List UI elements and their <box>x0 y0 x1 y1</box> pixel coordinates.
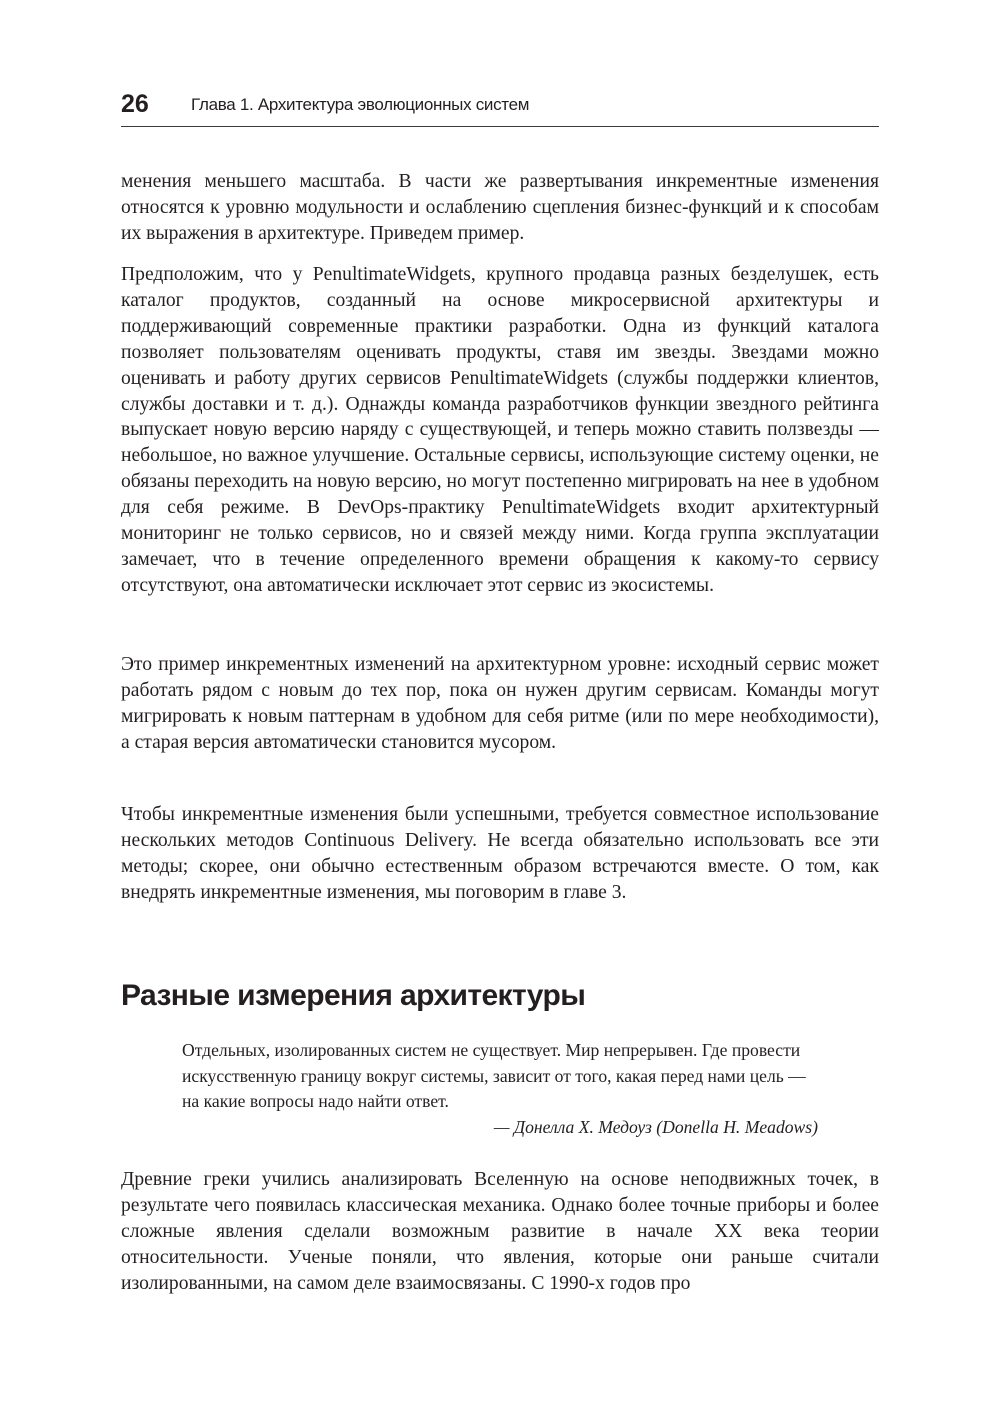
section-heading: Разные измерения архитектуры <box>121 979 586 1012</box>
epigraph-quote: Отдельных, изолированных систем не существует. Мир непрерывен. Где провести искусственную границу вокруг системы, зависит от того, какая перед нами цель — на какие вопросы надо найти ответ. <box>182 1040 806 1111</box>
paragraph-continuous-delivery: Чтобы инкрементные изменения были успешными, требуется совместное использование нескольких методов Continuous Delivery. Не всегда обязательно использовать все эти методы; скорее, они обычно естественным образом встречаются вместе. О том, как внедрять инкрементные изменения, мы поговорим в главе 3. <box>121 804 879 903</box>
paragraph-architectural-incremental-change: Это пример инкрементных изменений на архитектурном уровне: исходный сервис может работать рядом с новым до тех пор, пока он нужен другим сервисам. Команды могут мигрировать к новым паттернам в удобном для себя ритме (или по мере необходимости), а старая версия автоматически становится мусором. <box>121 654 879 753</box>
paragraph-ancient-greeks: Древние греки учились анализировать Вселенную на основе неподвижных точек, в результате чего появилась классическая механика. Однако более точные приборы и более сложные явления сделали возможным развитие в начале XX века теории относительности. Ученые поняли, что явления, которые они раньше считали изолированными, на самом деле взаимосвязаны. С 1990-х годов про <box>121 1169 879 1294</box>
page-number: 26 <box>121 90 149 118</box>
running-head-title: Глава 1. Архитектура эволюционных систем <box>191 95 530 114</box>
running-header <box>121 88 879 127</box>
paragraph-penultimatewidgets-example: Предположим, что у PenultimateWidgets, крупного продавца разных безделушек, есть каталог продуктов, созданный на основе микросервисной архитектуры и поддерживающий современные практики разработки. Одна из функций каталога позволяет пользователям оценивать продукты, ставя им звезды. Звездами можно оценивать и работу других сервисов PenultimateWidgets (службы поддержки клиентов, службы доставки и т. д.). Однажды команда разработчиков функции звездного рейтинга выпускает новую версию наряду с существующей, и теперь можно ставить ползвезды — небольшое, но важное улучшение. Остальные сервисы, использующие систему оценки, не обязаны переходить на новую версию, но могут постепенно мигрировать на нее в удобном для себя режиме. В DevOps-практику PenultimateWidgets входит архитектурный мониторинг не только сервисов, но и связей между ними. Когда группа эксплуатации замечает, что в течение определенного времени обращения к какому-то сервису отсутствуют, она автоматически исключает этот сервис из экосистемы. <box>121 264 879 596</box>
epigraph <box>182 1038 818 1140</box>
epigraph-attribution: — Донелла Х. Медоуз (Donella H. Meadows) <box>493 1116 818 1137</box>
paragraph-intro-continuation: менения меньшего масштаба. В части же развертывания инкрементные изменения относятся к уровню модульности и ослаблению сцепления бизнес-функций и к способам их выражения в архитектуре. Приведем пример. <box>121 171 879 244</box>
